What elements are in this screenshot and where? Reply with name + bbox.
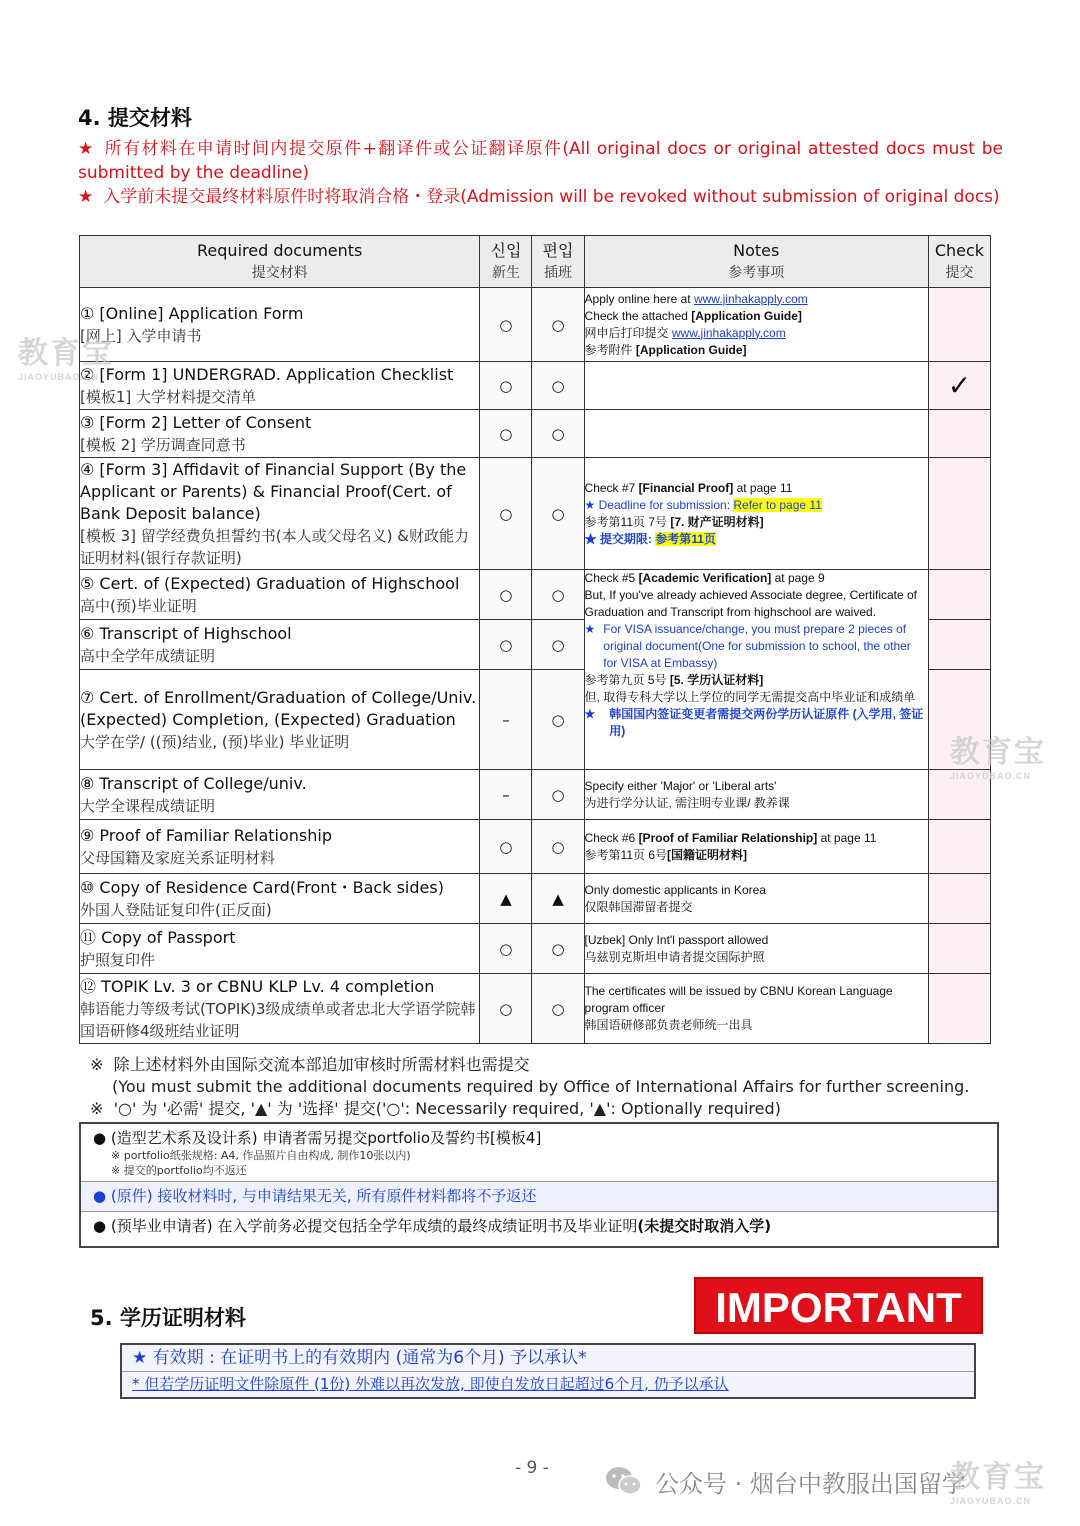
transfer-mark: ○ [532,410,584,458]
validity-box [120,1343,976,1399]
doc-name: ① [Online] Application Form [网上] 入学申请书 [80,288,480,362]
new-mark: ○ [480,288,532,362]
wechat-icon [604,1465,644,1497]
table-row [80,874,991,924]
validity-exception-line: * 但若学历证明文件除原件 (1份) 外难以再次发放, 即使自发放日起超过6个月, 仍予以承认 [122,1371,974,1396]
transfer-mark: ○ [532,924,584,974]
transfer-mark: ○ [532,362,584,410]
wechat-account-label: 公众号 · 烟台中教服出国留学 [655,1470,966,1498]
footnote-additional-docs-en: (You must submit the additional documents required by Office of International Affairs for further screening. [112,1077,970,1096]
doc-name: ③ [Form 2] Letter of Consent [模板 2] 学历调查同意书 [80,410,480,458]
jinhakapply-link-2[interactable]: www.jinhakapply.com [671,325,786,340]
doc-name: ④ [Form 3] Affidavit of Financial Support (By the Applicant or Parents) & Financial Proof(Cert. of Bank Deposit balance) [模板 3] 留学经费负担誓约书(本人或父母名义) &财政能力证明材料(银行存款证明) [80,458,480,570]
doc-name: ⑪ Copy of Passport 护照复印件 [80,924,480,974]
new-mark: – [480,770,532,820]
transfer-mark: ○ [532,974,584,1044]
doc-name: ⑥ Transcript of Highschool 高中全学年成绩证明 [80,620,480,670]
table-row [80,820,991,874]
doc-name: ⑩ Copy of Residence Card(Front・Back sides) 外国人登陆证复印件(正反面) [80,874,480,924]
star-icon: ★ [78,187,94,207]
transfer-mark: ○ [532,770,584,820]
notes-cell: The certificates will be issued by CBNU Korean Language program officer 韩国语研修部负责老师统一出具 [584,974,928,1044]
table-row [80,924,991,974]
star-icon: ★ [78,139,95,159]
check-mark-icon[interactable]: ✓ [928,362,990,410]
transfer-mark: ○ [532,288,584,362]
watermark-logo: 教育宝 JIAOYUBAO.CN [950,736,1046,781]
section-4-title: 4. 提交材料 [78,106,192,130]
note-portfolio: ● (造型艺术系及设计系) 申请者需另提交portfolio及誓约书[模板4] ※ portfolio纸张规格: A4, 作品照片自由构成, 制作10张以内) ※ 提交的portfolio均不返还 [81,1124,997,1182]
important-banner: IMPORTANT [694,1277,983,1334]
new-mark: ○ [480,570,532,620]
validity-line: ★ 有效期 : 在证明书上的有效期内 (通常为6个月) 予以承认* [132,1348,587,1368]
check-cell[interactable] [928,820,990,874]
check-cell[interactable] [928,410,990,458]
check-cell[interactable] [928,620,990,670]
transfer-mark: ▲ [532,874,584,924]
new-mark: ○ [480,924,532,974]
transfer-mark: ○ [532,458,584,570]
transfer-mark: ○ [532,670,584,770]
notice-admission-revoked-text: 入学前未提交最终材料原件时将取消合格・登录(Admission will be revoked without submission of original docs) [103,187,1000,207]
header-notes: Notes 参考事项 [584,236,928,288]
doc-name: ⑫ TOPIK Lv. 3 or CBNU KLP Lv. 4 completion 韩语能力等级考试(TOPIK)3级成绩单或者忠北大学语学院韩国语研修4级班结业证明 [80,974,480,1044]
table-header-row [80,236,991,288]
notes-cell [584,362,928,410]
notice-admission-revoked [78,185,1003,209]
check-cell[interactable] [928,288,990,362]
notes-cell: Only domestic applicants in Korea 仅限韩国滞留者提交 [584,874,928,924]
notice-original-docs-text: 所有材料在申请时间内提交原件+翻译件或公证翻译原件(All original docs or original attested docs must be submitted by the deadline) [78,139,1003,183]
notes-cell: Apply online here at www.jinhakapply.com Check the attached [Application Guide] 网申后打印提交 www.jinhakapply.com 参考附件 [Application Guide] [584,288,928,362]
doc-name: ⑧ Transcript of College/univ. 大学全课程成绩证明 [80,770,480,820]
notes-cell [584,410,928,458]
jinhakapply-link[interactable]: www.jinhakapply.com [693,291,808,306]
notes-cell: Specify either 'Major' or 'Liberal arts' 为进行学分认证, 需注明专业课/ 教养课 [584,770,928,820]
transfer-mark: ○ [532,620,584,670]
new-mark: ○ [480,410,532,458]
table-row [80,974,991,1044]
check-cell[interactable] [928,974,990,1044]
check-cell[interactable] [928,874,990,924]
new-mark: ○ [480,974,532,1044]
table-row [80,410,991,458]
doc-name: ⑦ Cert. of Enrollment/Graduation of College/Univ. (Expected) Completion, (Expected) Graduation 大学在学/ ((预)结业, (预)毕业) 毕业证明 [80,670,480,770]
table-row [80,458,991,570]
table-row [80,770,991,820]
new-mark: ▲ [480,874,532,924]
doc-name: ② [Form 1] UNDERGRAD. Application Checklist [模板1] 大学材料提交清单 [80,362,480,410]
table-row [80,288,991,362]
transfer-mark: ○ [532,570,584,620]
new-mark: ○ [480,620,532,670]
new-mark: ○ [480,820,532,874]
notes-cell: Check #7 [Financial Proof] at page 11 ★ Deadline for submission: Refer to page 11 参考第11页 7号 [7. 财产证明材料] ★ 提交期限: 参考第11页 [584,458,928,570]
header-new-student: 신입 新生 [480,236,532,288]
additional-notes-box [79,1122,999,1248]
page-number: - 9 - [515,1458,549,1478]
doc-name: ⑤ Cert. of (Expected) Graduation of Highschool 高中(预)毕业证明 [80,570,480,620]
watermark-logo: 教育宝 JIAOYUBAO.CN [18,337,114,382]
watermark-logo: 教育宝 JIAOYUBAO.CN [950,1461,1046,1506]
notes-cell: [Uzbek] Only Int'l passport allowed 乌兹别克斯坦申请者提交国际护照 [584,924,928,974]
header-transfer: 편입 插班 [532,236,584,288]
header-check: Check 提交 [928,236,990,288]
new-mark: ○ [480,362,532,410]
new-mark: ○ [480,458,532,570]
note-expected-graduates: ● (预毕业申请者) 在入学前务必提交包括全学年成绩的最终成绩证明书及毕业证明(未提交时取消入学) [93,1217,772,1235]
check-cell[interactable] [928,458,990,570]
table-row [80,570,991,620]
section-5-title: 5. 学历证明材料 [90,1306,246,1330]
notice-original-docs [78,137,1003,185]
check-cell[interactable] [928,570,990,620]
required-documents-table [79,235,991,1044]
header-documents: Required documents 提交材料 [80,236,480,288]
new-mark: – [480,670,532,770]
notes-cell: Check #6 [Proof of Familiar Relationship] at page 11 参考第11页 6号[国籍证明材料] [584,820,928,874]
note-originals-not-returned: ● (原件) 接收材料时, 与申请结果无关, 所有原件材料都将不予返还 [81,1182,997,1212]
footnote-additional-docs: ※ 除上述材料外由国际交流本部追加审核时所需材料也需提交 [90,1055,530,1074]
check-cell[interactable] [928,924,990,974]
footnote-legend: ※ '○' 为 '必需' 提交, '▲' 为 '选择' 提交('○': Necessarily required, '▲': Optionally required) [90,1099,781,1118]
table-row [80,362,991,410]
transfer-mark: ○ [532,820,584,874]
notes-cell: Check #5 [Academic Verification] at page 9 But, If you've already achieved Associate degree, Certificate of Graduation and Transcript from highschool are waived. ★ For VISA issuance/change, you must prepare 2 pieces of original document(One for submission to school, the other for VISA at Embassy) 参考第九页 5号 [5. 学历认证材料] 但, 取得专科大学以上学位的同学无需提交高中毕业证和成绩单 ★ 韩国国内签证变更者需提交两份学历认证原件 (入学用, 签证用) [584,570,928,770]
doc-name: ⑨ Proof of Familiar Relationship 父母国籍及家庭关系证明材料 [80,820,480,874]
